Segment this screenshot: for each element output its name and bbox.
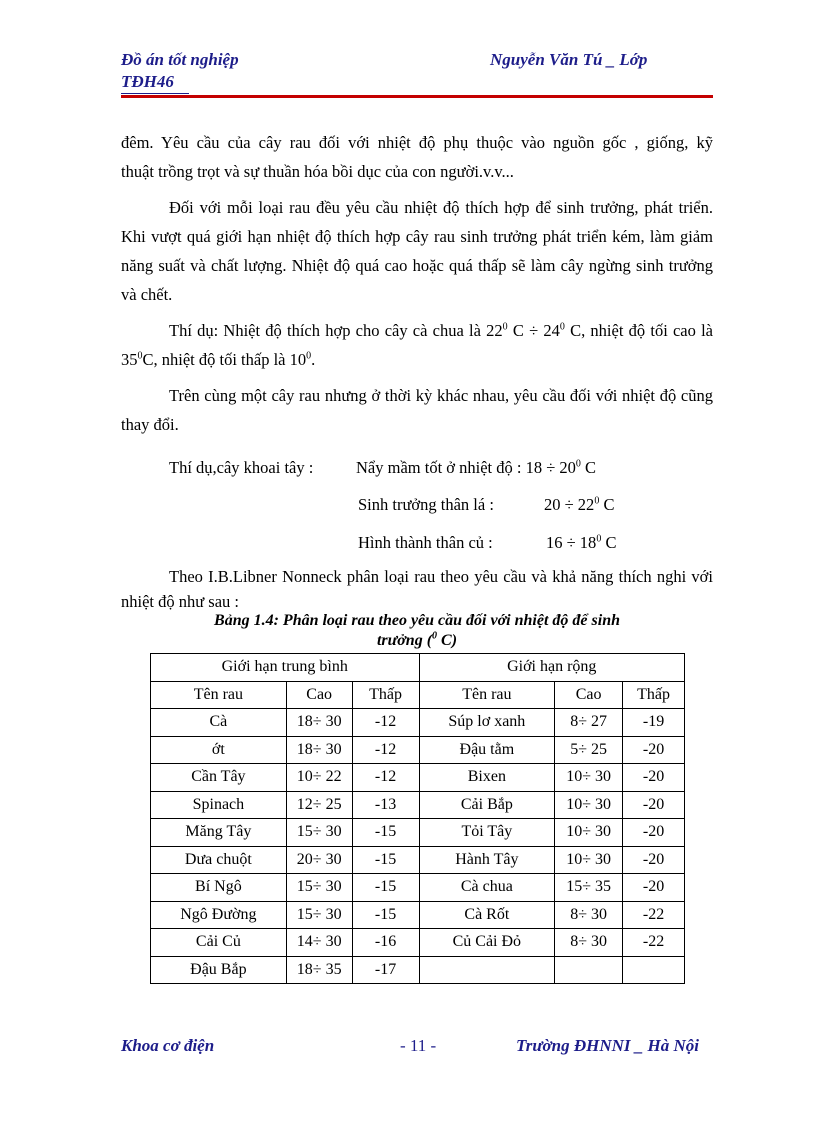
table-row bbox=[151, 874, 685, 902]
cell-high-right: 8÷ 30 bbox=[555, 901, 623, 929]
cell-high-right bbox=[555, 956, 623, 984]
cell-low-left: -15 bbox=[352, 874, 419, 902]
cell-low-right: -20 bbox=[623, 736, 685, 764]
cell-low-right: -22 bbox=[623, 929, 685, 957]
col-header-low: Thấp bbox=[352, 681, 419, 709]
cell-high-left: 18÷ 30 bbox=[286, 709, 352, 737]
table-row bbox=[151, 901, 685, 929]
cell-high-left: 10÷ 22 bbox=[286, 764, 352, 792]
paragraph-3: Thí dụ: Nhiệt độ thích hợp cho cây cà chua là $22^0$ $C \div 24^0$ C, nhiệt độ tối cao là $35^0C$, nhiệt độ tối thấp là $10^0$. bbox=[121, 321, 714, 369]
cell-name-left: Cải Củ bbox=[151, 929, 287, 957]
vegetable-temperature-table bbox=[150, 653, 685, 984]
cell-low-right: -20 bbox=[623, 819, 685, 847]
col-header-name: Tên rau bbox=[419, 681, 555, 709]
cell-high-left: 18÷ 35 bbox=[286, 956, 352, 984]
cell-high-right: 5÷ 25 bbox=[555, 736, 623, 764]
cell-low-right: -20 bbox=[623, 874, 685, 902]
table-caption-line-2: trưởng ($^0$ C) bbox=[376, 630, 458, 649]
table-row bbox=[151, 956, 685, 984]
cell-name-right: Cà chua bbox=[419, 874, 555, 902]
cell-high-left: 15÷ 30 bbox=[286, 901, 352, 929]
cell-low-left: -15 bbox=[352, 846, 419, 874]
cell-name-right: Củ Cải Đỏ bbox=[419, 929, 555, 957]
example-row-2-value: $20 \div 22^0$ C bbox=[544, 495, 615, 514]
example-row-3-label: Hình thành thân củ : bbox=[358, 533, 493, 552]
table-caption-line-1: Bảng 1.4: Phân loại rau theo yêu cầu đối với nhiệt độ để sinh bbox=[214, 612, 620, 629]
cell-name-right: Cà Rốt bbox=[419, 901, 555, 929]
paragraph-4: Trên cùng một cây rau nhưng ở thời kỳ khác nhau, yêu cầu đối với nhiệt độ cũng thay đổi. bbox=[121, 386, 713, 434]
footer-university: Trường ĐHNNI _ Hà Nội bbox=[516, 1036, 700, 1055]
header-title: Đồ án tốt nghiệp bbox=[121, 50, 239, 69]
cell-high-left: 15÷ 30 bbox=[286, 819, 352, 847]
cell-high-left: 14÷ 30 bbox=[286, 929, 352, 957]
table-caption bbox=[121, 611, 713, 651]
cell-low-left: -15 bbox=[352, 901, 419, 929]
cell-low-left: -15 bbox=[352, 819, 419, 847]
cell-name-left: Spinach bbox=[151, 791, 287, 819]
cell-name-left: Cà bbox=[151, 709, 287, 737]
paragraph-1-line-2: thuật trồng trọt và sự thuần hóa bồi dục của con người.v.v... bbox=[121, 162, 514, 181]
cell-low-right: -20 bbox=[623, 791, 685, 819]
cell-low-right: -19 bbox=[623, 709, 685, 737]
cell-low-left: -16 bbox=[352, 929, 419, 957]
cell-high-right: 10÷ 30 bbox=[555, 819, 623, 847]
group-header-average: Giới hạn trung bình bbox=[151, 654, 420, 682]
example-row-3-value: $16 \div 18^0$ C bbox=[546, 533, 617, 552]
cell-low-left: -12 bbox=[352, 764, 419, 792]
cell-name-left: Đậu Bắp bbox=[151, 956, 287, 984]
header-rule bbox=[121, 95, 713, 98]
col-header-high: Cao bbox=[286, 681, 352, 709]
cell-name-left: Bí Ngô bbox=[151, 874, 287, 902]
header-underline bbox=[121, 93, 189, 94]
cell-name-right: Đậu tằm bbox=[419, 736, 555, 764]
cell-high-right: 10÷ 30 bbox=[555, 764, 623, 792]
group-header-wide: Giới hạn rộng bbox=[419, 654, 685, 682]
header-author: Nguyễn Văn Tú _ Lớp bbox=[490, 50, 648, 69]
cell-low-left: -17 bbox=[352, 956, 419, 984]
table-row bbox=[151, 709, 685, 737]
example-row-1: Nẩy mầm tốt ở nhiệt độ : $18 \div 20^0$ C bbox=[356, 458, 597, 477]
cell-high-right: 10÷ 30 bbox=[555, 846, 623, 874]
cell-high-left: 12÷ 25 bbox=[286, 791, 352, 819]
cell-name-left: Ngô Đường bbox=[151, 901, 287, 929]
cell-name-left: Cần Tây bbox=[151, 764, 287, 792]
cell-high-right: 8÷ 27 bbox=[555, 709, 623, 737]
footer-page-number: - 11 - bbox=[400, 1036, 437, 1055]
col-header-low: Thấp bbox=[623, 681, 685, 709]
footer-faculty: Khoa cơ điện bbox=[121, 1036, 215, 1055]
table-row bbox=[151, 846, 685, 874]
table-column-header-row bbox=[151, 681, 685, 709]
col-header-name: Tên rau bbox=[151, 681, 287, 709]
cell-low-right: -20 bbox=[623, 764, 685, 792]
body-text bbox=[121, 128, 713, 439]
cell-low-left: -13 bbox=[352, 791, 419, 819]
table-row bbox=[151, 764, 685, 792]
cell-low-left: -12 bbox=[352, 709, 419, 737]
cell-high-left: 18÷ 30 bbox=[286, 736, 352, 764]
paragraph-2: Đối với mỗi loại rau đều yêu cầu nhiệt độ thích hợp để sinh trưởng, phát triển. Khi vượt quá giới hạn nhiệt độ thích hợp cây rau sinh trưởng phát triển kém, làm giảm năng suất và chất lượng. Nhiệt độ quá cao hoặc quá thấp sẽ làm cây ngừng sinh trưởng và chết. bbox=[121, 198, 713, 304]
table-group-header-row bbox=[151, 654, 685, 682]
cell-high-left: 15÷ 30 bbox=[286, 874, 352, 902]
paragraph-1-line-1: đêm. Yêu cầu của cây rau đối với nhiệt độ phụ thuộc vào nguồn gốc , giống, kỹ bbox=[121, 133, 713, 152]
cell-name-right: Bixen bbox=[419, 764, 555, 792]
cell-high-left: 20÷ 30 bbox=[286, 846, 352, 874]
col-header-high: Cao bbox=[555, 681, 623, 709]
paragraph-5: Theo I.B.Libner Nonneck phân loại rau theo yêu cầu và khả năng thích nghi với nhiệt độ như sau : bbox=[121, 567, 713, 611]
cell-name-right: Tỏi Tây bbox=[419, 819, 555, 847]
cell-name-left: Dưa chuột bbox=[151, 846, 287, 874]
cell-name-right bbox=[419, 956, 555, 984]
table-row bbox=[151, 736, 685, 764]
table-row bbox=[151, 819, 685, 847]
cell-high-right: 10÷ 30 bbox=[555, 791, 623, 819]
cell-name-right: Hành Tây bbox=[419, 846, 555, 874]
table-row bbox=[151, 791, 685, 819]
cell-high-right: 8÷ 30 bbox=[555, 929, 623, 957]
cell-low-left: -12 bbox=[352, 736, 419, 764]
cell-name-left: ớt bbox=[151, 736, 287, 764]
table-row bbox=[151, 929, 685, 957]
cell-low-right: -22 bbox=[623, 901, 685, 929]
cell-name-right: Súp lơ xanh bbox=[419, 709, 555, 737]
cell-name-right: Cải Bắp bbox=[419, 791, 555, 819]
cell-high-right: 15÷ 35 bbox=[555, 874, 623, 902]
cell-low-right bbox=[623, 956, 685, 984]
example-row-2-label: Sinh trưởng thân lá : bbox=[358, 495, 494, 514]
example-label: Thí dụ,cây khoai tây : bbox=[169, 458, 314, 477]
header-class-code: TĐH46 bbox=[121, 72, 174, 91]
cell-low-right: -20 bbox=[623, 846, 685, 874]
cell-name-left: Măng Tây bbox=[151, 819, 287, 847]
